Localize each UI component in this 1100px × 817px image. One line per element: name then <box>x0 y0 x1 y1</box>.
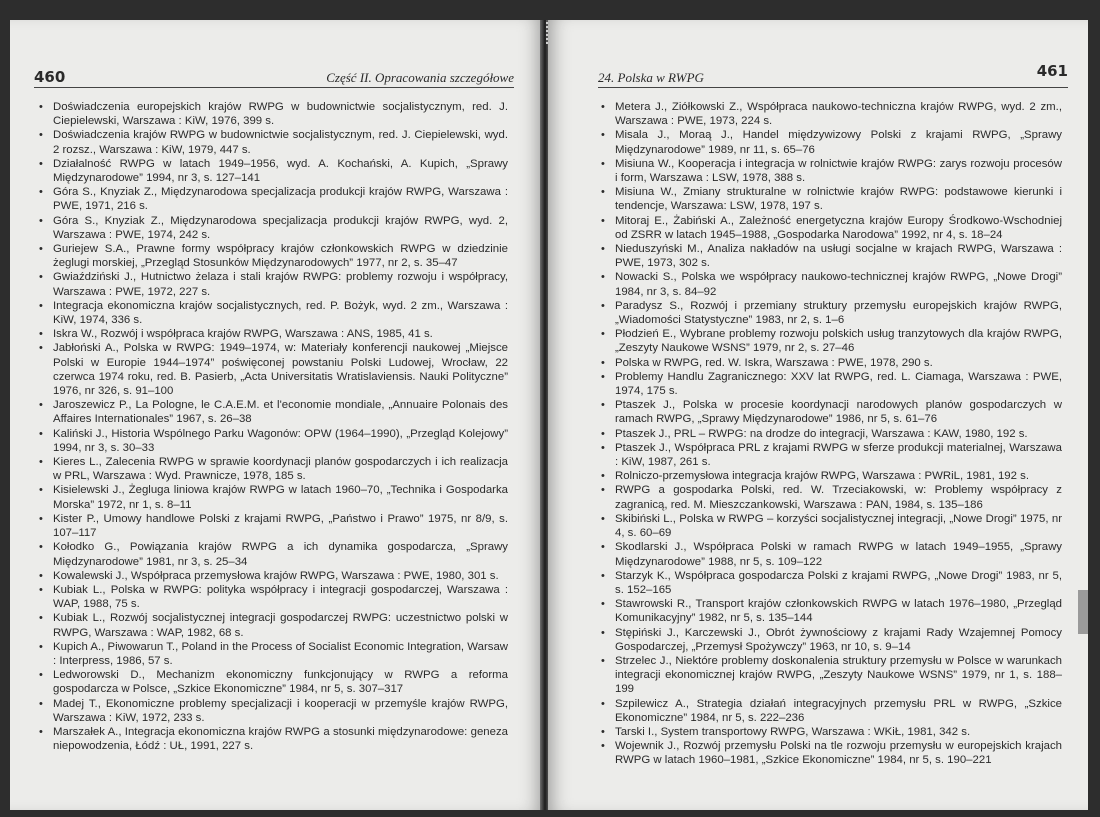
bibliography-entry: • Wojewnik J., Rozwój przemysłu Polski na tle rozwoju przemysłu w europejskich krajach RWPG w latach 1960–1981, „Szkice Ekonomiczne” 1984, nr 5, s. 190–221 <box>600 739 1062 767</box>
bibliography-entry: • Góra S., Knyziak Z., Międzynarodowa specjalizacja produkcji krajów RWPG, wyd. 2, Warszawa : PWE, 1974, 242 s. <box>38 214 508 242</box>
bibliography-entry: • Ptaszek J., PRL – RWPG: na drodze do integracji, Warszawa : KAW, 1980, 192 s. <box>600 427 1062 441</box>
bibliography-entry: • Misiuna W., Zmiany strukturalne w rolnictwie krajów RWPG: podstawowe kierunki i tendencje, Warszawa: LSW, 1978, 197 s. <box>600 185 1062 213</box>
bibliography-entry: • Działalność RWPG w latach 1949–1956, wyd. A. Kochański, A. Kupich, „Sprawy Międzynarodowe” 1994, nr 3, s. 127–141 <box>38 157 508 185</box>
running-head: 24. Polska w RWPG <box>598 70 704 85</box>
bibliography-entry: • Płodzień E., Wybrane problemy rozwoju polskich usług tranzytowych dla krajów RWPG, „Zeszyty Naukowe WSNS” 1979, nr 2, s. 27–46 <box>600 327 1062 355</box>
bibliography-entry: • Ptaszek J., Polska w procesie koordynacji narodowych planów gospodarczych w ramach RWPG, „Sprawy Międzynarodowe” 1986, nr 5, s. 61–76 <box>600 398 1062 426</box>
bibliography-entry: • Strzelec J., Niektóre problemy doskonalenia struktury przemysłu w Polsce w warunkach integracji ekonomicznej krajów RWPG, „Zeszyty Naukowe WSNS” 1979, nr 1, s. 188–199 <box>600 654 1062 697</box>
left-page-header <box>34 68 514 88</box>
bibliography-entry: • Kaliński J., Historia Wspólnego Parku Wagonów: OPW (1964–1990), „Przegląd Kolejowy” 1994, nr 3, s. 30–33 <box>38 427 508 455</box>
right-page-header <box>598 62 1068 88</box>
bibliography-entry: • Starzyk K., Współpraca gospodarcza Polski z krajami RWPG, „Nowe Drogi” 1983, nr 5, s. 152–165 <box>600 569 1062 597</box>
bibliography-entry: • Kisielewski J., Żegluga liniowa krajów RWPG w latach 1960–70, „Technika i Gospodarka Morska” 1972, nr 1, s. 8–11 <box>38 483 508 511</box>
bibliography-entry: • Jaroszewicz P., La Pologne, le C.A.E.M. et l'economie mondiale, „Annuaire Polonais des Affaires Internationales” 1967, s. 26–38 <box>38 398 508 426</box>
bibliography-entry: • Tarski I., System transportowy RWPG, Warszawa : WKiŁ, 1981, 342 s. <box>600 725 1062 739</box>
bibliography-entry: • Misala J., Moraą J., Handel międzywizowy Polski z krajami RWPG, „Sprawy Międzynarodowe” 1989, nr 11, s. 65–76 <box>600 128 1062 156</box>
bibliography-entry: • Kubiak L., Rozwój socjalistycznej integracji gospodarczej RWPG: uczestnictwo polski w RWPG, Warszawa : WAP, 1982, 68 s. <box>38 611 508 639</box>
bibliography-entry: • Doświadczenia europejskich krajów RWPG w budownictwie socjalistycznym, red. J. Ciepielewski, Warszawa : KiW, 1976, 399 s. <box>38 100 508 128</box>
bibliography-entry: • Jabłoński A., Polska w RWPG: 1949–1974, w: Materiały konferencji naukowej „Miejsce Polski w Europie 1944–1974” poświęconej powstaniu Polski Ludowej, Wrocław, 22 czerwca 1974 roku, red. B. Pasierb, „Acta Universitatis Wratislaviensis. Nauki Polityczne” 1976, nr 326, s. 91–100 <box>38 341 508 398</box>
bibliography-entry: • Szpilewicz A., Strategia działań integracyjnych przemysłu PRL w RWPG, „Szkice Ekonomiczne” 1984, nr 5, s. 222–236 <box>600 697 1062 725</box>
bibliography-entry: • Kister P., Umowy handlowe Polski z krajami RWPG, „Państwo i Prawo” 1975, nr 8/9, s. 107–117 <box>38 512 508 540</box>
running-head: Część II. Opracowania szczegółowe <box>326 70 514 85</box>
page-number: 460 <box>34 68 66 86</box>
bibliography-entry: • Problemy Handlu Zagranicznego: XXV lat RWPG, red. L. Ciamaga, Warszawa : PWE, 1974, 175 s. <box>600 370 1062 398</box>
bibliography-entry: • Skibiński L., Polska w RWPG – korzyści socjalistycznej integracji, „Nowe Drogi” 1975, nr 4, s. 60–69 <box>600 512 1062 540</box>
bibliography-entry: • Doświadczenia krajów RWPG w budownictwie socjalistycznym, red. J. Ciepielewski, wyd. 2 rozsz., Warszawa : KiW, 1979, 447 s. <box>38 128 508 156</box>
right-page <box>548 20 1088 810</box>
bibliography-entry: • Kubiak L., Polska w RWPG: polityka współpracy i integracji gospodarczej, Warszawa : WAP, 1988, 75 s. <box>38 583 508 611</box>
bibliography-entry: • Kieres L., Zalecenia RWPG w sprawie koordynacji planów gospodarczych i ich realizacja w PRL, Warszawa : Wyd. Prawnicze, 1978, 185 s. <box>38 455 508 483</box>
bibliography-entry: • Stawrowski R., Transport krajów członkowskich RWPG w latach 1976–1980, „Przegląd Komunikacyjny” 1982, nr 5, s. 135–144 <box>600 597 1062 625</box>
bibliography-entry: • Polska w RWPG, red. W. Iskra, Warszawa : PWE, 1978, 290 s. <box>600 356 1062 370</box>
left-page <box>10 20 542 810</box>
bibliography-entry: • Mitoraj E., Żabiński A., Zależność energetyczna krajów Europy Środkowo-Wschodniej od ZSRR w latach 1945–1988, „Gospodarka Narodowa” 1992, nr 4, s. 18–24 <box>600 214 1062 242</box>
bibliography-list <box>600 100 1062 768</box>
bibliography-entry: • Iskra W., Rozwój i współpraca krajów RWPG, Warszawa : ANS, 1985, 41 s. <box>38 327 508 341</box>
bibliography-entry: • Gwiaździński J., Hutnictwo żelaza i stali krajów RWPG: problemy rozwoju i współpracy, Warszawa : PWE, 1972, 227 s. <box>38 270 508 298</box>
bibliography-entry: • Skodlarski J., Współpraca Polski w ramach RWPG w latach 1949–1955, „Sprawy Międzynarodowe” 1988, nr 5, s. 109–122 <box>600 540 1062 568</box>
bibliography-list <box>38 100 508 753</box>
bibliography-entry: • Guriejew S.A., Prawne formy współpracy krajów członkowskich RWPG w dziedzinie żeglugi morskiej, „Przegląd Stosunków Międzynarodowych” 1977, nr 2, s. 35–47 <box>38 242 508 270</box>
bibliography-entry: • Stępiński J., Karczewski J., Obrót żywnościowy z krajami Rady Wzajemnej Pomocy Gospodarczej, „Przemysł Spożywczy” 1963, nr 10, s. 9–14 <box>600 626 1062 654</box>
page-edge-tab <box>1078 590 1088 634</box>
bibliography-entry: • Metera J., Ziółkowski Z., Współpraca naukowo-techniczna krajów RWPG, wyd. 2 zm., Warszawa : PWE, 1973, 224 s. <box>600 100 1062 128</box>
bibliography-entry: • Rolniczo-przemysłowa integracja krajów RWPG, Warszawa : PWRiL, 1981, 192 s. <box>600 469 1062 483</box>
bibliography-entry: • Nowacki S., Polska we współpracy naukowo-technicznej krajów RWPG, „Nowe Drogi” 1984, nr 3, s. 84–92 <box>600 270 1062 298</box>
bibliography-entry: • Ledworowski D., Mechanizm ekonomiczny funkcjonujący w RWPG a reforma gospodarcza w Polsce, „Szkice Ekonomiczne” 1984, nr 5, s. 307–317 <box>38 668 508 696</box>
bibliography-entry: • Kowalewski J., Współpraca przemysłowa krajów RWPG, Warszawa : PWE, 1980, 301 s. <box>38 569 508 583</box>
bibliography-entry: • Marszałek A., Integracja ekonomiczna krajów RWPG a stosunki międzynarodowe: geneza niepowodzenia, Łódź : UŁ, 1991, 227 s. <box>38 725 508 753</box>
bibliography-entry: • Nieduszyński M., Analiza nakładów na usługi socjalne w krajach RWPG, Warszawa : PWE, 1973, 302 s. <box>600 242 1062 270</box>
bibliography-entry: • Misiuna W., Kooperacja i integracja w rolnictwie krajów RWPG: zarys rozwoju procesów i form, Warszawa : LSW, 1978, 388 s. <box>600 157 1062 185</box>
bibliography-entry: • Kołodko G., Powiązania krajów RWPG a ich dynamika gospodarcza, „Sprawy Międzynarodowe” 1981, nr 3, s. 25–34 <box>38 540 508 568</box>
header-rule <box>598 87 1068 88</box>
bibliography-entry: • RWPG a gospodarka Polski, red. W. Trzeciakowski, w: Problemy współpracy z zagranicą, red. M. Mieszczankowski, Warszawa : PAN, 1984, s. 135–186 <box>600 483 1062 511</box>
header-rule <box>34 87 514 88</box>
bibliography-entry: • Madej T., Ekonomiczne problemy specjalizacji i kooperacji w przemyśle krajów RWPG, Warszawa : KiW, 1972, 233 s. <box>38 697 508 725</box>
book-spread <box>10 20 1090 810</box>
page-number: 461 <box>1036 62 1068 80</box>
bibliography-entry: • Paradysz S., Rozwój i przemiany struktury przemysłu europejskich krajów RWPG, „Wiadomości Statystyczne” 1983, nr 2, s. 1–6 <box>600 299 1062 327</box>
bibliography-entry: • Ptaszek J., Współpraca PRL z krajami RWPG w sferze produkcji materialnej, Warszawa : KiW, 1987, 261 s. <box>600 441 1062 469</box>
bibliography-entry: • Integracja ekonomiczna krajów socjalistycznych, red. P. Bożyk, wyd. 2 zm., Warszawa : KiW, 1974, 336 s. <box>38 299 508 327</box>
bibliography-entry: • Kupich A., Piwowarun T., Poland in the Process of Socialist Economic Integration, Warsaw : Interpress, 1986, 57 s. <box>38 640 508 668</box>
bibliography-entry: • Góra S., Knyziak Z., Międzynarodowa specjalizacja produkcji krajów RWPG, Warszawa : PWE, 1971, 216 s. <box>38 185 508 213</box>
